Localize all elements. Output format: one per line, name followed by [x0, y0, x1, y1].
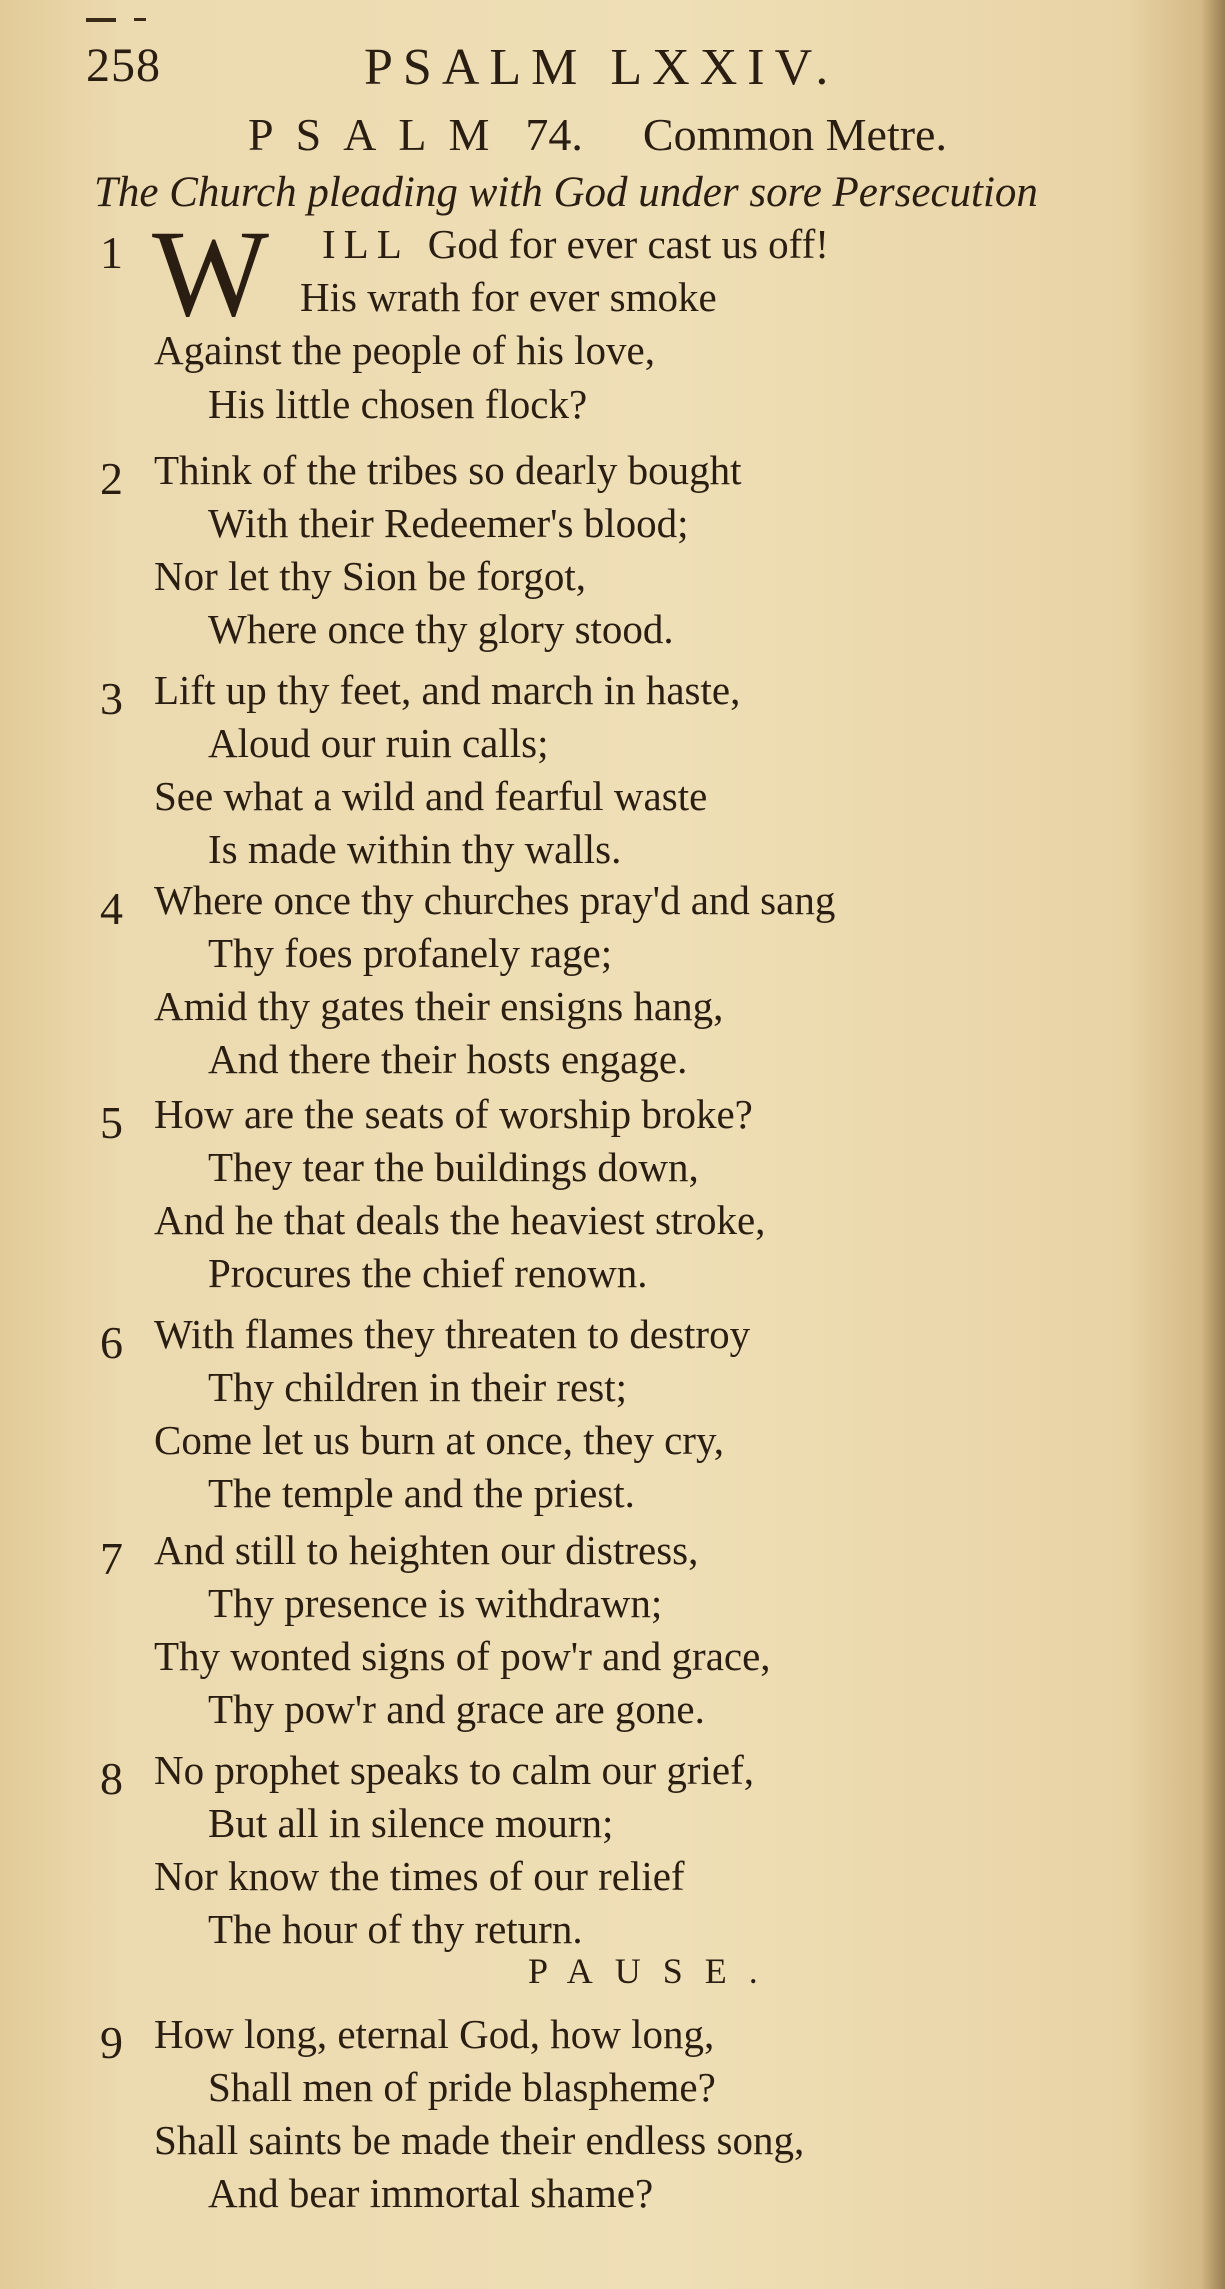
- stanza-number: 2: [100, 453, 123, 504]
- verse-line: But all in silence mourn;: [208, 1800, 614, 1846]
- verse-line: How are the seats of worship broke?: [154, 1091, 753, 1137]
- stanza-number: 1: [100, 227, 123, 278]
- running-head: [86, 38, 1146, 108]
- verse-line: Thy wonted signs of pow'r and grace,: [154, 1633, 771, 1679]
- verse-line-caps: ILL: [322, 221, 410, 267]
- verse-line: They tear the buildings down,: [208, 1144, 699, 1190]
- verse-line: Procures the chief renown.: [208, 1250, 648, 1296]
- verse-line: With their Redeemer's blood;: [208, 500, 689, 546]
- psalm-label: PSALM: [248, 109, 512, 160]
- verse-line: The hour of thy return.: [208, 1906, 583, 1952]
- verse-line: Nor know the times of our relief: [154, 1853, 685, 1899]
- ornament-dash: [86, 18, 116, 22]
- verse-line: Where once thy churches pray'd and sang: [154, 877, 836, 923]
- stanza-number: 7: [100, 1533, 123, 1584]
- verse-line: Against the people of his love,: [154, 327, 656, 373]
- stanza-number: 6: [100, 1317, 123, 1368]
- verse-line: See what a wild and fearful waste: [154, 773, 708, 819]
- verse-line: The temple and the priest.: [208, 1470, 635, 1516]
- verse-line: Where once thy glory stood.: [208, 606, 674, 652]
- verse-line: Is made within thy walls.: [208, 826, 622, 872]
- page-number: 258: [86, 39, 161, 92]
- drop-cap: W: [152, 205, 270, 342]
- stanza-number: 3: [100, 673, 123, 724]
- verse-line: And bear immortal shame?: [208, 2170, 654, 2216]
- verse-line: [322, 220, 829, 268]
- stanza-number: 8: [100, 1753, 123, 1804]
- stanza-number: 9: [100, 2017, 123, 2068]
- psalm-heading: [248, 108, 947, 161]
- verse-line: Shall men of pride blaspheme?: [208, 2064, 716, 2110]
- verse-line: Nor let thy Sion be forgot,: [154, 553, 586, 599]
- verse-line: And still to heighten our distress,: [154, 1527, 699, 1573]
- verse-line: With flames they threaten to destroy: [154, 1311, 751, 1357]
- verse-line: Thy pow'r and grace are gone.: [208, 1686, 705, 1732]
- verse-line: His little chosen flock?: [208, 381, 588, 427]
- verse-line: Lift up thy feet, and march in haste,: [154, 667, 741, 713]
- verse-line: And he that deals the heaviest stroke,: [154, 1197, 766, 1243]
- stanza-number: 4: [100, 883, 123, 934]
- verse-line: Come let us burn at once, they cry,: [154, 1417, 725, 1463]
- pause-marker: PAUSE.: [528, 1951, 780, 1991]
- verse-line: And there their hosts engage.: [208, 1036, 688, 1082]
- page-edge-shadow: [1201, 0, 1225, 2289]
- verse-line: Amid thy gates their ensigns hang,: [154, 983, 724, 1029]
- verse-line-rest: God for ever cast us off!: [427, 221, 829, 267]
- verse-line: No prophet speaks to calm our grief,: [154, 1747, 755, 1793]
- verse-line: Thy children in their rest;: [208, 1364, 627, 1410]
- verse-line: Think of the tribes so dearly bought: [154, 447, 742, 493]
- verse-line: Shall saints be made their endless song,: [154, 2117, 805, 2163]
- verse-line: Aloud our ruin calls;: [208, 720, 549, 766]
- running-title: PSALM LXXIV.: [364, 39, 839, 96]
- psalm-number: 74.: [525, 109, 583, 160]
- psalm-subtitle: The Church pleading with God under sore Persecution: [94, 169, 1038, 216]
- psalm-metre: Common Metre.: [642, 109, 947, 160]
- verse-line: Thy presence is withdrawn;: [208, 1580, 663, 1626]
- verse-line: His wrath for ever smoke: [300, 274, 717, 320]
- verse-line: Thy foes profanely rage;: [208, 930, 613, 976]
- verse-line: How long, eternal God, how long,: [154, 2011, 715, 2057]
- ornament-dash: [134, 18, 146, 21]
- stanza-number: 5: [100, 1097, 123, 1148]
